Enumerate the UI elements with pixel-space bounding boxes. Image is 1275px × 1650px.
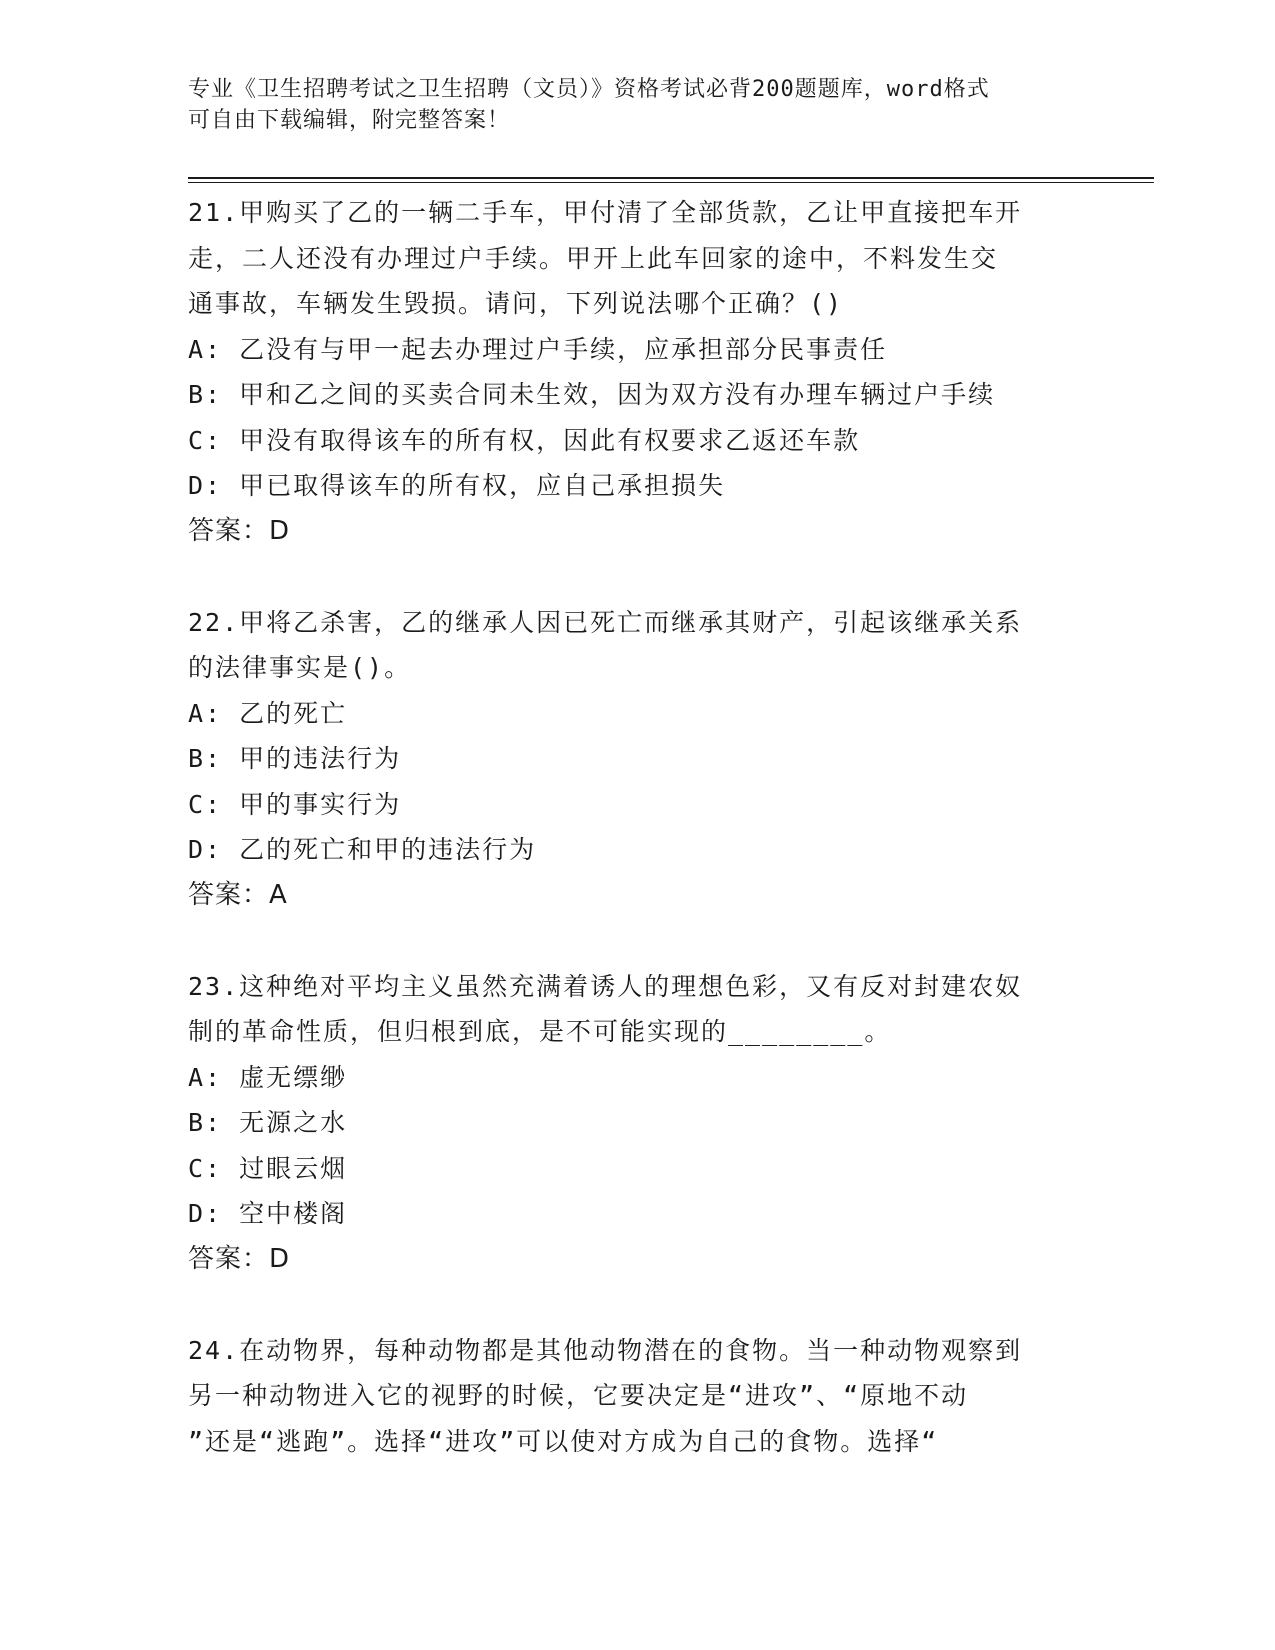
- question-stem-line: 24.在动物界，每种动物都是其他动物潜在的食物。当一种动物观察到: [188, 1335, 1023, 1365]
- option-b: B: 甲的违法行为: [188, 744, 402, 773]
- question-stem-line: ”还是“逃跑”。选择“进攻”可以使对方成为自己的食物。选择“: [188, 1426, 939, 1456]
- question-21: [188, 190, 1088, 554]
- option-a: A: 虚无缥缈: [188, 1062, 348, 1092]
- option-d: D: 甲已取得该车的所有权，应自己承担损失: [188, 471, 726, 500]
- question-stem-line: 21.甲购买了乙的一辆二手车，甲付清了全部货款，乙让甲直接把车开: [188, 198, 1023, 227]
- question-stem-line: 22.甲将乙杀害，乙的继承人因已死亡而继承其财产，引起该继承关系: [188, 607, 1023, 637]
- document-header: [188, 74, 1068, 136]
- question-spacer: [188, 1282, 1088, 1328]
- question-spacer: [188, 918, 1088, 964]
- option-d: D: 空中楼阁: [188, 1199, 348, 1228]
- question-stem-line: 23.这种绝对平均主义虽然充满着诱人的理想色彩，又有反对封建农奴: [188, 971, 1023, 1001]
- question-22: [188, 600, 1088, 919]
- header-title-line-2: 可自由下载编辑，附完整答案！: [188, 108, 511, 133]
- question-23: [188, 964, 1088, 1283]
- option-a: A: 乙没有与甲一起去办理过户手续，应承担部分民事责任: [188, 334, 888, 364]
- option-d: D: 乙的死亡和甲的违法行为: [188, 835, 537, 864]
- question-list: [188, 190, 1088, 1464]
- option-a: A: 乙的死亡: [188, 698, 348, 728]
- answer-line: 答案：D: [188, 515, 291, 546]
- question-stem-line: 制的革命性质，但归根到底，是不可能实现的________。: [188, 1017, 892, 1046]
- option-c: C: 甲没有取得该车的所有权，因此有权要求乙返还车款: [188, 425, 861, 455]
- header-divider-thick: [188, 177, 1154, 179]
- option-b: B: 无源之水: [188, 1108, 348, 1137]
- question-24: [188, 1328, 1088, 1465]
- answer-line: 答案：D: [188, 1243, 291, 1274]
- question-stem-line: 的法律事实是()。: [188, 653, 412, 682]
- option-c: C: 甲的事实行为: [188, 789, 402, 819]
- answer-line: 答案：A: [188, 879, 288, 910]
- question-stem-line: 通事故，车辆发生毁损。请问，下列说法哪个正确？(): [188, 289, 844, 318]
- option-b: B: 甲和乙之间的买卖合同未生效，因为双方没有办理车辆过户手续: [188, 380, 996, 409]
- option-c: C: 过眼云烟: [188, 1153, 348, 1183]
- header-divider-thin: [188, 182, 1154, 183]
- question-stem-line: 走，二人还没有办理过户手续。甲开上此车回家的途中，不料发生交: [188, 243, 999, 273]
- header-title-line-1: 专业《卫生招聘考试之卫生招聘（文员）》资格考试必背200题题库，word格式: [188, 77, 990, 102]
- question-spacer: [188, 554, 1088, 600]
- question-stem-line: 另一种动物进入它的视野的时候，它要决定是“进攻”、“原地不动: [188, 1381, 969, 1410]
